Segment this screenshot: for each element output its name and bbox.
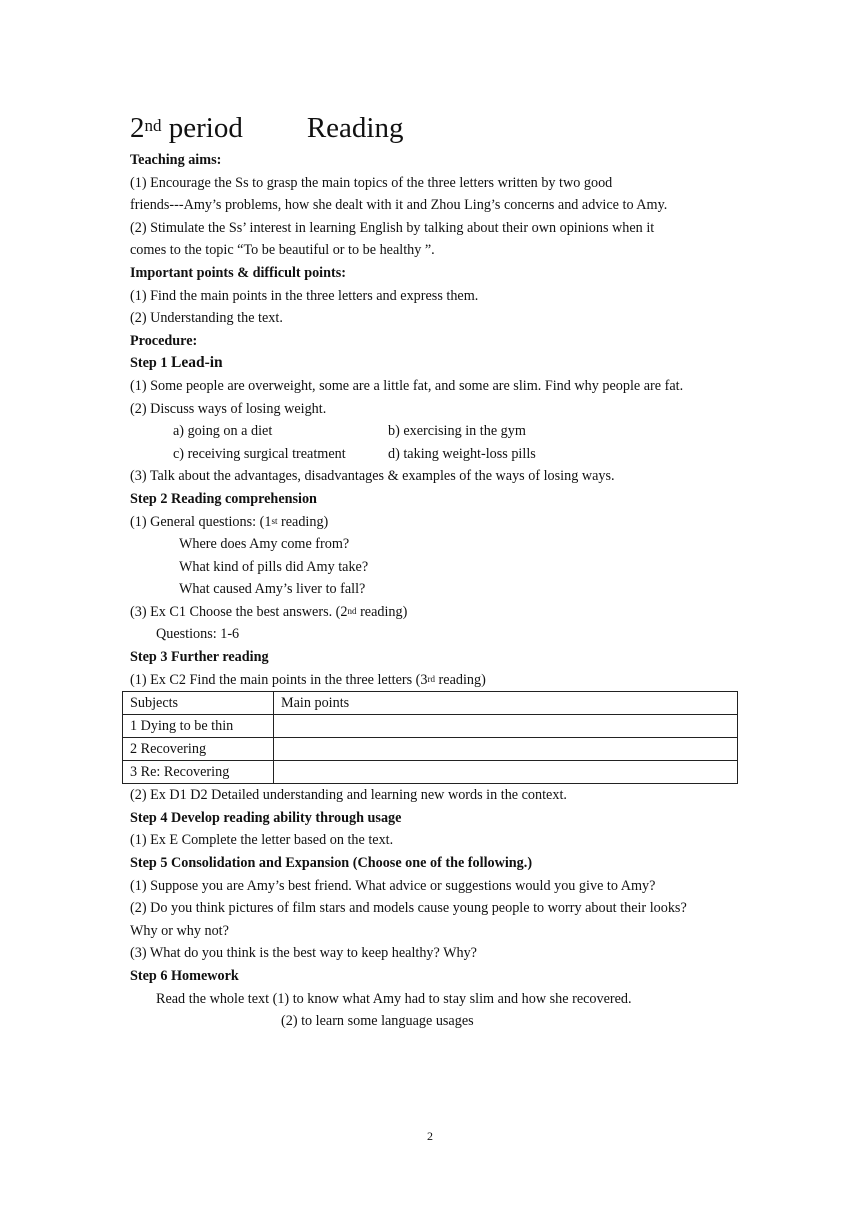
teaching-aim-line: comes to the topic “To be beautiful or to be healthy ”. [130, 242, 435, 259]
question-line: Where does Amy come from? [179, 536, 350, 553]
ex-c2-suffix: reading) [435, 671, 486, 688]
ordinal-superscript: rd [427, 673, 435, 684]
ex-c1-text: (3) Ex C1 Choose the best answers. (2 [130, 603, 348, 620]
step1-line: (2) Discuss ways of losing weight. [130, 400, 327, 417]
important-point-line: (2) Understanding the text. [130, 310, 283, 327]
option-a: a) going on a diet [173, 423, 273, 440]
step4-heading: Step 4 Develop reading ability through usage [130, 809, 402, 826]
ordinal-superscript: st [271, 515, 278, 526]
table-header-cell: Main points [274, 692, 738, 715]
document-page [130, 108, 740, 1033]
table-header-cell: Subjects [123, 692, 274, 715]
step5-heading: Step 5 Consolidation and Expansion (Choose one of the following.) [130, 855, 533, 872]
question-line: What caused Amy’s liver to fall? [179, 581, 366, 598]
step1-line: (1) Some people are overweight, some are a little fat, and some are slim. Find why people are fat. [130, 377, 684, 394]
homework-line: (2) to learn some language usages [281, 1013, 474, 1030]
page-title [130, 108, 740, 148]
general-questions-text: (1) General questions: (1 [130, 513, 272, 530]
step2-heading: Step 2 Reading comprehension [130, 490, 317, 507]
title-superscript: nd [144, 116, 162, 135]
ordinal-superscript: nd [347, 605, 357, 616]
step1-line: (3) Talk about the advantages, disadvantages & examples of the ways of losing ways. [130, 468, 615, 485]
step1-title: Lead-in [171, 354, 223, 372]
main-points-table [122, 691, 738, 784]
weight-loss-options-row [130, 443, 740, 466]
option-d: d) taking weight-loss pills [388, 445, 536, 462]
page-number: 2 [427, 1129, 433, 1143]
question-line: What kind of pills did Amy take? [179, 558, 369, 575]
title-number: 2 [130, 112, 145, 144]
table-row [123, 715, 738, 738]
step5-line: (2) Do you think pictures of film stars and models cause young people to worry about their looks? [130, 900, 687, 917]
step3-line: (2) Ex D1 D2 Detailed understanding and learning new words in the context. [130, 787, 567, 804]
table-cell [274, 761, 738, 784]
table-cell: 1 Dying to be thin [123, 715, 274, 738]
teaching-aim-line: friends---Amy’s problems, how she dealt with it and Zhou Ling’s concerns and advice to Amy. [130, 197, 668, 214]
step4-line: (1) Ex E Complete the letter based on the text. [130, 832, 394, 849]
table-row [123, 761, 738, 784]
homework-line: Read the whole text (1) to know what Amy had to stay slim and how she recovered. [156, 990, 632, 1007]
general-questions-suffix: reading) [277, 513, 329, 530]
step3-heading: Step 3 Further reading [130, 649, 269, 666]
procedure-heading: Procedure: [130, 332, 198, 349]
important-point-line: (1) Find the main points in the three letters and express them. [130, 287, 479, 304]
general-questions-line [130, 511, 740, 534]
step1-heading [130, 352, 740, 375]
teaching-aim-line: (1) Encourage the Ss to grasp the main topics of the three letters written by two good [130, 174, 613, 191]
step5-line: Why or why not? [130, 922, 229, 939]
table-cell: 3 Re: Recovering [123, 761, 274, 784]
table-cell [274, 738, 738, 761]
title-period: period [168, 112, 243, 144]
step6-heading: Step 6 Homework [130, 968, 239, 984]
ex-c1-line [130, 601, 740, 624]
ex-c2-text: (1) Ex C2 Find the main points in the three letters (3 [130, 671, 428, 688]
step5-line: (3) What do you think is the best way to keep healthy? Why? [130, 945, 477, 962]
teaching-aims-heading: Teaching aims: [130, 152, 222, 168]
step1-label: Step 1 [130, 355, 168, 372]
weight-loss-options-row [130, 420, 740, 443]
questions-range-line: Questions: 1-6 [156, 626, 240, 643]
table-cell [274, 715, 738, 738]
title-subject: Reading [306, 112, 404, 144]
table-header-row [123, 692, 738, 715]
step5-line: (1) Suppose you are Amy’s best friend. What advice or suggestions would you give to Amy? [130, 877, 656, 894]
option-c: c) receiving surgical treatment [173, 445, 346, 462]
option-b: b) exercising in the gym [388, 423, 526, 440]
table-row [123, 738, 738, 761]
table-cell: 2 Recovering [123, 738, 274, 761]
important-points-heading: Important points & difficult points: [130, 264, 346, 281]
ex-c1-suffix: reading) [356, 603, 408, 620]
ex-c2-line [130, 669, 740, 692]
teaching-aim-line: (2) Stimulate the Ss’ interest in learning English by talking about their own opinions when it [130, 219, 655, 236]
